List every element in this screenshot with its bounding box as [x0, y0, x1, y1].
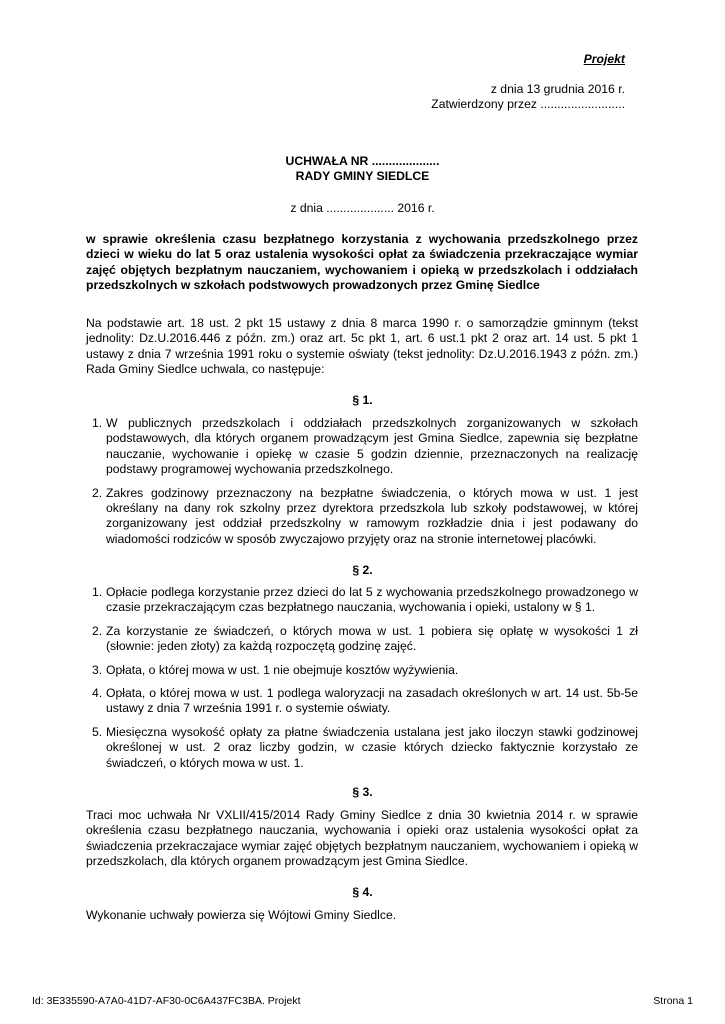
section-4-text: Wykonanie uchwały powierza się Wójtowi Gminy Siedlce.	[86, 908, 397, 922]
list-item	[86, 725, 638, 771]
item-text: Opłata, o której mowa w ust. 1 podlega waloryzacji na zasadach określonych w art. 14 ust. 5b-5e ustawy z dnia 7 września 1991 r. o systemie oświaty.	[106, 686, 638, 716]
projekt-label: Projekt	[583, 52, 625, 66]
list-item	[86, 624, 638, 655]
resolution-date: z dnia .................... 2016 r.	[290, 201, 435, 215]
council-name: RADY GMINY SIEDLCE	[295, 169, 430, 183]
approved-by: Zatwierdzony przez .........................	[431, 97, 625, 111]
page-number: Strona 1	[653, 995, 693, 1007]
item-text: W publicznych przedszkolach i oddziałach przedszkolnych zorganizowanych w szkołach podstawowych, dla których organem prowadzącym jest Gmina Siedlce, zapewnia się bezpłatne nauczanie, wychowanie i opiekę w czasie 5 godzin dziennie, przeznaczonych na realizację podstawy programowej wychowania przedszkolnego.	[106, 416, 638, 477]
document-id: Id: 3E335590-A7A0-41D7-AF30-0C6A437FC3BA. Projekt	[32, 995, 301, 1007]
list-item	[86, 416, 638, 478]
section-heading-4: § 4.	[352, 885, 373, 899]
item-number: 2.	[92, 485, 103, 500]
draft-date: z dnia 13 grudnia 2016 r.	[490, 82, 625, 96]
resolution-number: UCHWAŁA NR ....................	[285, 154, 440, 168]
item-text: Zakres godzinowy przeznaczony na bezpłatne świadczenia, o których mowa w ust. 1 jest określany na dany rok szkolny przez dyrektora przedszkola lub szkoły podstawowej, w której zorganizowany jest oddział przedszkolny w ramowym rozkładzie dnia i jest podawany do wiadomości rodziców w sposób zwyczajowo przyjęty oraz na stronie internetowej placówki.	[106, 485, 638, 546]
list-item	[86, 686, 638, 717]
section-heading-3: § 3.	[352, 785, 373, 799]
item-text: Za korzystanie ze świadczeń, o których mowa w ust. 1 pobiera się opłatę w wysokości 1 zł (słownie: jeden złoty) za każdą rozpoczętą godzinę zajęć.	[106, 623, 638, 654]
section-1-list	[86, 416, 638, 547]
item-text: Opłacie podlega korzystanie przez dzieci do lat 5 z wychowania przedszkolnego prowadzonego w czasie przekraczającym czas bezpłatnego nauczania, wychowania i opieki, ustalony w § 1.	[106, 585, 638, 615]
item-text: Miesięczna wysokość opłaty za płatne świadczenia ustalana jest jako iloczyn stawki godzinowej określonej w ust. 2 oraz liczby godzin, w czasie których dziecko faktycznie korzystało ze świadczeń, o których mowa w ust. 1.	[106, 724, 638, 770]
legal-basis: Na podstawie art. 18 ust. 2 pkt 15 ustawy z dnia 8 marca 1990 r. o samorządzie gminnym (tekst jednolity: Dz.U.2016.446 z późn. zm.) oraz art. 5c pkt 1, art. 6 ust.1 pkt 2 oraz art. 14 ust. 5 pkt 1 ustawy z dnia 7 września 1991 roku o systemie oświaty (tekst jednolity: Dz.U.2016.1943 z późn. zm.) Rada Gminy Siedlce uchwala, co następuje:	[86, 316, 638, 377]
section-heading-1: § 1.	[352, 393, 373, 407]
section-3-text: Traci moc uchwała Nr VXLII/415/2014 Rady Gminy Siedlce z dnia 30 kwietnia 2014 r. w sprawie określenia czasu bezpłatnego nauczania, wychowania i opieki oraz ustalenia wysokości opłat za świadczenia przekraczajace wymiar zajęć objętych bezpłatnym nauczaniem, wychowaniem i opieką w przedszkolach, dla których organem prowadzącym jest Gmina Siedlce.	[86, 808, 638, 869]
item-number: 4.	[92, 686, 103, 701]
item-number: 1.	[92, 585, 103, 599]
list-item	[86, 663, 638, 678]
item-number: 1.	[92, 416, 103, 430]
item-text: Opłata, o której mowa w ust. 1 nie obejmuje kosztów wyżywienia.	[106, 662, 459, 677]
item-number: 2.	[92, 623, 103, 638]
item-number: 3.	[92, 662, 103, 677]
list-item	[86, 585, 638, 616]
section-heading-2: § 2.	[352, 563, 373, 577]
item-number: 5.	[92, 724, 103, 739]
list-item	[86, 486, 638, 548]
resolution-subject: w sprawie określenia czasu bezpłatnego korzystania z wychowania przedszkolnego przez dzieci w wieku do lat 5 oraz ustalenia wysokości opłat za świadczenia przekraczające wymiar zajęć objętych bezpłatnym nauczaniem, wychowaniem i opieką w przedszkolach i oddziałach przedszkolnych w szkołach podstwowych prowadzonych przez Gminę Siedlce	[86, 232, 638, 293]
section-2-list	[86, 585, 638, 771]
